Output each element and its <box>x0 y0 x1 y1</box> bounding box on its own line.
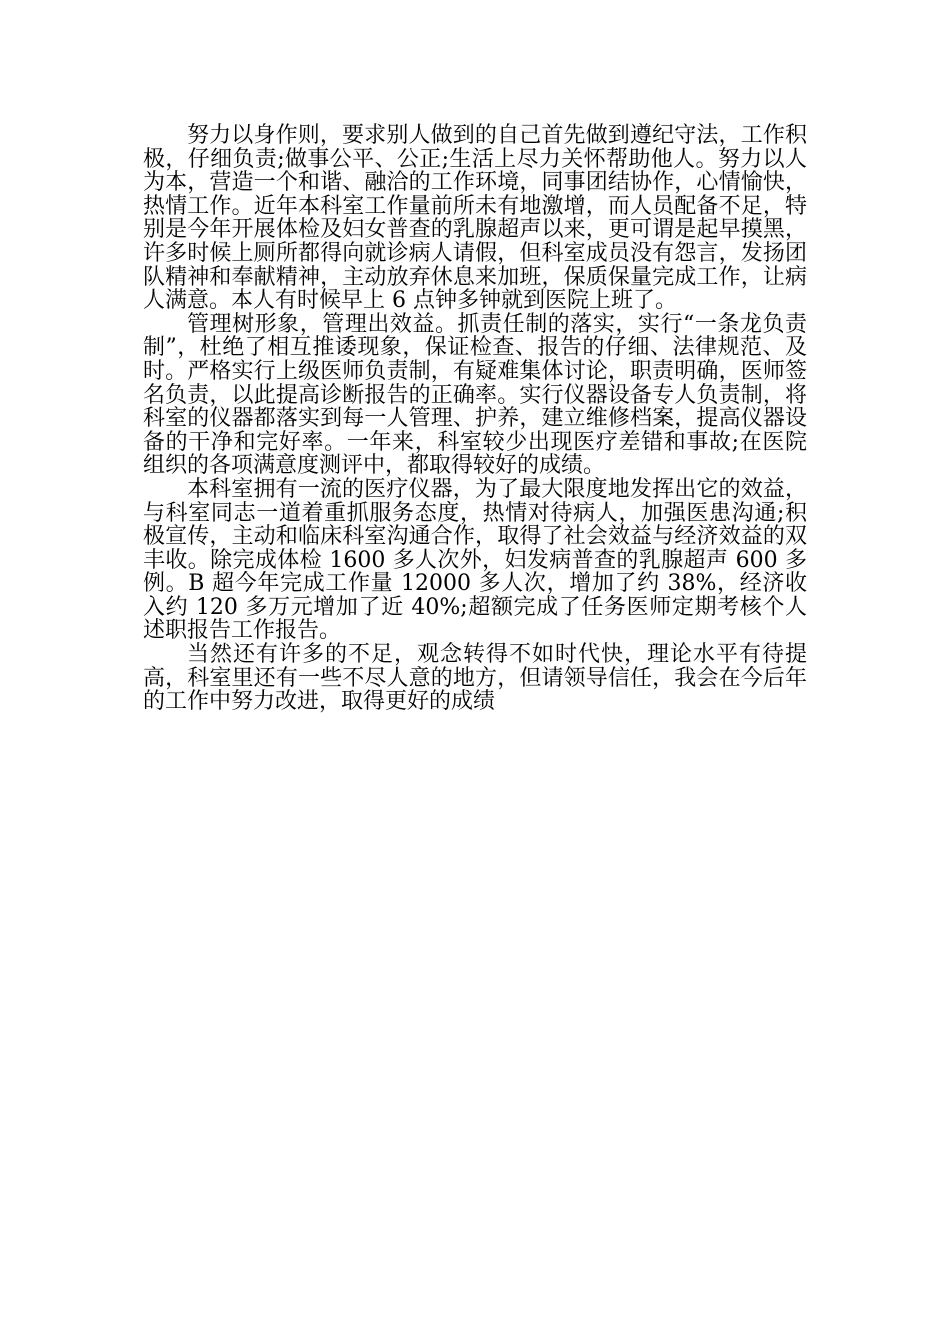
paragraph-3: 本科室拥有一流的医疗仪器，为了最大限度地发挥出它的效益，与科室同志一道着重抓服务态度，热情对待病人，加强医患沟通;积极宣传，主动和临床科室沟通合作，取得了社会效益与经济效益的双丰收。除完成体检 1600 多人次外，妇发病普查的乳腺超声 600 多例。B 超今年完成工作量 12000 多人次，增加了约 38%，经济收入约 120 多万元增加了近 40%;超额完成了任务医师定期考核个人述职报告工作报告。 <box>143 476 807 644</box>
paragraph-1: 努力以身作则，要求别人做到的自己首先做到遵纪守法，工作积极，仔细负责;做事公平、公正;生活上尽力关怀帮助他人。努力以人为本，营造一个和谐、融洽的工作环境，同事团结协作，心情愉快，热情工作。近年本科室工作量前所未有地激增，而人员配备不足，特别是今年开展体检及妇女普查的乳腺超声以来，更可谓是起早摸黑，许多时候上厕所都得向就诊病人请假，但科室成员没有怨言，发扬团队精神和奉献精神，主动放弃休息来加班，保质保量完成工作，让病人满意。本人有时候早上 6 点钟多钟就到医院上班了。 <box>143 123 807 314</box>
document-body <box>143 124 807 714</box>
paragraph-2: 管理树形象，管理出效益。抓责任制的落实，实行“一条龙负责制”，杜绝了相互推诿现象，保证检查、报告的仔细、法律规范、及时。严格实行上级医师负责制，有疑难集体讨论，职责明确，医师签名负责，以此提高诊断报告的正确率。实行仪器设备专人负责制，将科室的仪器都落实到每一人管理、护养，建立维修档案，提高仪器设备的干净和完好率。一年来，科室较少出现医疗差错和事故;在医院组织的各项满意度测评中，都取得较好的成绩。 <box>143 311 807 479</box>
paragraph-4: 当然还有许多的不足，观念转得不如时代快，理论水平有待提高，科室里还有一些不尽人意的地方，但请领导信任，我会在今后年的工作中努力改进，取得更好的成绩 <box>143 642 807 715</box>
